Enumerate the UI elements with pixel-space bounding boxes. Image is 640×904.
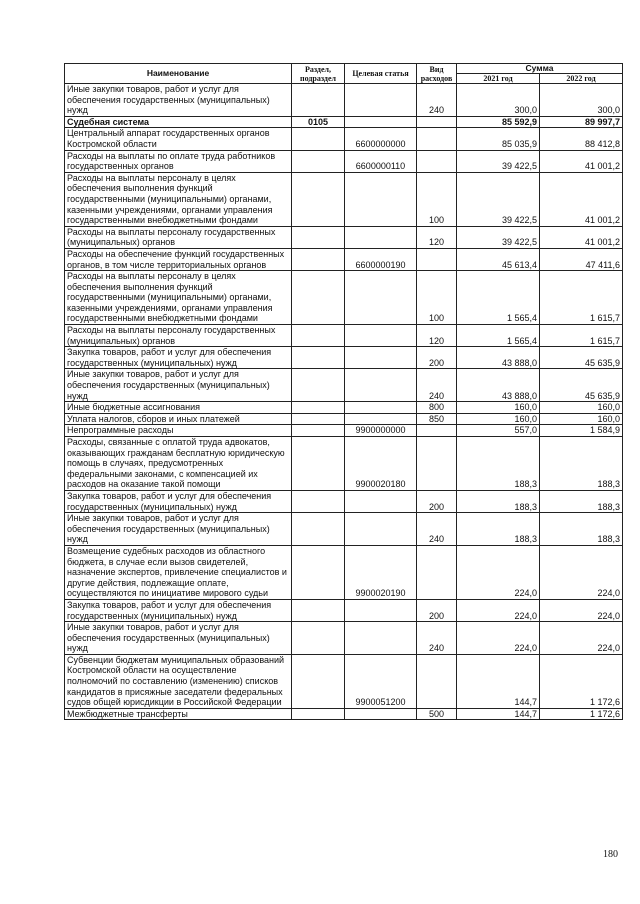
- cell-2021: 85 035,9: [457, 128, 540, 150]
- cell-section: 0105: [292, 116, 345, 128]
- cell-section: [292, 708, 345, 720]
- cell-2021: 39 422,5: [457, 226, 540, 248]
- cell-vid: [417, 150, 457, 172]
- cell-section: [292, 413, 345, 425]
- cell-article: [345, 413, 417, 425]
- cell-2021: 188,3: [457, 513, 540, 546]
- cell-vid: 800: [417, 402, 457, 414]
- cell-name: Непрограммные расходы: [65, 425, 292, 437]
- table-row: [65, 172, 623, 226]
- header-year-2022: 2022 год: [540, 74, 623, 84]
- cell-vid: 500: [417, 708, 457, 720]
- cell-article: 6600000190: [345, 248, 417, 270]
- cell-2022: 47 411,6: [540, 248, 623, 270]
- cell-name: Межбюджетные трансферты: [65, 708, 292, 720]
- cell-name: Расходы на обеспечение функций государственных органов, в том числе территориальных органов: [65, 248, 292, 270]
- table-row: [65, 248, 623, 270]
- cell-section: [292, 599, 345, 621]
- cell-article: [345, 708, 417, 720]
- cell-2022: 188,3: [540, 513, 623, 546]
- cell-article: [345, 172, 417, 226]
- table-row: [65, 84, 623, 117]
- cell-article: 6600000000: [345, 128, 417, 150]
- table-row: [65, 325, 623, 347]
- cell-article: [345, 325, 417, 347]
- cell-2021: 85 592,9: [457, 116, 540, 128]
- cell-section: [292, 347, 345, 369]
- cell-2022: 88 412,8: [540, 128, 623, 150]
- cell-article: 9900051200: [345, 654, 417, 708]
- cell-2022: 188,3: [540, 490, 623, 512]
- cell-article: [345, 271, 417, 325]
- cell-article: [345, 513, 417, 546]
- cell-2022: 160,0: [540, 413, 623, 425]
- cell-2021: 45 613,4: [457, 248, 540, 270]
- table-row: [65, 116, 623, 128]
- cell-2021: 39 422,5: [457, 150, 540, 172]
- cell-name: Судебная система: [65, 116, 292, 128]
- cell-2021: 557,0: [457, 425, 540, 437]
- cell-2022: 1 615,7: [540, 325, 623, 347]
- cell-2021: 144,7: [457, 654, 540, 708]
- cell-name: Иные закупки товаров, работ и услуг для обеспечения государственных (муниципальных) нужд: [65, 84, 292, 117]
- table-body: [65, 84, 623, 720]
- cell-2022: 224,0: [540, 599, 623, 621]
- cell-name: Субвенции бюджетам муниципальных образований Костромской области на осуществление полномочий по составлению (изменению) списков кандидатов в присяжные заседатели федеральных судов общей юрисдикции в Российской Федерации: [65, 654, 292, 708]
- cell-section: [292, 490, 345, 512]
- cell-vid: 200: [417, 599, 457, 621]
- table-row: [65, 369, 623, 402]
- cell-section: [292, 172, 345, 226]
- cell-article: [345, 622, 417, 655]
- cell-vid: [417, 128, 457, 150]
- cell-section: [292, 150, 345, 172]
- cell-2022: 224,0: [540, 622, 623, 655]
- table-row: [65, 513, 623, 546]
- cell-name: Расходы на выплаты персоналу государственных (муниципальных) органов: [65, 226, 292, 248]
- cell-name: Иные бюджетные ассигнования: [65, 402, 292, 414]
- cell-vid: [417, 116, 457, 128]
- cell-section: [292, 437, 345, 491]
- cell-section: [292, 545, 345, 599]
- cell-2021: 300,0: [457, 84, 540, 117]
- cell-section: [292, 325, 345, 347]
- budget-table: [64, 63, 623, 720]
- cell-2021: 1 565,4: [457, 271, 540, 325]
- cell-2021: 144,7: [457, 708, 540, 720]
- cell-vid: 850: [417, 413, 457, 425]
- table-row: [65, 402, 623, 414]
- table-row: [65, 150, 623, 172]
- cell-2021: 160,0: [457, 402, 540, 414]
- cell-vid: [417, 654, 457, 708]
- cell-name: Иные закупки товаров, работ и услуг для обеспечения государственных (муниципальных) нужд: [65, 369, 292, 402]
- cell-2022: 41 001,2: [540, 172, 623, 226]
- cell-name: Расходы на выплаты персоналу в целях обеспечения выполнения функций государственными (муниципальными) органами, казенными учреждениями, органами управления государственными внебюджетными фондами: [65, 271, 292, 325]
- cell-vid: [417, 248, 457, 270]
- cell-vid: [417, 425, 457, 437]
- cell-section: [292, 425, 345, 437]
- table-row: [65, 599, 623, 621]
- cell-article: [345, 84, 417, 117]
- table-row: [65, 490, 623, 512]
- cell-2022: 160,0: [540, 402, 623, 414]
- cell-section: [292, 84, 345, 117]
- cell-2021: 224,0: [457, 622, 540, 655]
- header-sum: Сумма: [457, 64, 623, 74]
- cell-2021: 1 565,4: [457, 325, 540, 347]
- cell-vid: 100: [417, 271, 457, 325]
- cell-name: Иные закупки товаров, работ и услуг для обеспечения государственных (муниципальных) нужд: [65, 513, 292, 546]
- header-article: Целевая статья: [345, 64, 417, 84]
- cell-2022: 1 584,9: [540, 425, 623, 437]
- cell-2022: 1 172,6: [540, 708, 623, 720]
- cell-2022: 45 635,9: [540, 347, 623, 369]
- cell-2021: 188,3: [457, 437, 540, 491]
- table-row: [65, 271, 623, 325]
- cell-2022: 1 172,6: [540, 654, 623, 708]
- cell-article: [345, 402, 417, 414]
- cell-article: [345, 226, 417, 248]
- cell-article: [345, 369, 417, 402]
- cell-vid: 100: [417, 172, 457, 226]
- table-row: [65, 413, 623, 425]
- header-section: Раздел, подраздел: [292, 64, 345, 84]
- cell-2022: 300,0: [540, 84, 623, 117]
- cell-section: [292, 248, 345, 270]
- page-number: 180: [603, 849, 618, 860]
- cell-name: Расходы, связанные с оплатой труда адвокатов, оказывающих гражданам бесплатную юридическую помощь в случаях, предусмотренных федеральными законами, с компенсацией их расходов на оказание такой помощи: [65, 437, 292, 491]
- cell-2022: 41 001,2: [540, 150, 623, 172]
- cell-article: [345, 599, 417, 621]
- table-row: [65, 437, 623, 491]
- cell-2022: 188,3: [540, 437, 623, 491]
- cell-name: Закупка товаров, работ и услуг для обеспечения государственных (муниципальных) нужд: [65, 490, 292, 512]
- cell-article: [345, 347, 417, 369]
- cell-2022: 89 997,7: [540, 116, 623, 128]
- cell-section: [292, 128, 345, 150]
- cell-vid: 120: [417, 226, 457, 248]
- cell-2021: 160,0: [457, 413, 540, 425]
- cell-2022: 45 635,9: [540, 369, 623, 402]
- cell-name: Возмещение судебных расходов из областного бюджета, в случае если вызов свидетелей, назначение экспертов, привлечение специалистов и другие действия, подлежащие оплате, осуществляются по инициативе мирового судьи: [65, 545, 292, 599]
- cell-vid: [417, 437, 457, 491]
- cell-name: Расходы на выплаты персоналу государственных (муниципальных) органов: [65, 325, 292, 347]
- table-row: [65, 226, 623, 248]
- cell-2021: 39 422,5: [457, 172, 540, 226]
- cell-article: 9900020180: [345, 437, 417, 491]
- cell-2021: 188,3: [457, 490, 540, 512]
- cell-section: [292, 226, 345, 248]
- cell-name: Уплата налогов, сборов и иных платежей: [65, 413, 292, 425]
- table-row: [65, 654, 623, 708]
- cell-2022: 224,0: [540, 545, 623, 599]
- cell-name: Расходы на выплаты персоналу в целях обеспечения выполнения функций государственными (муниципальными) органами, казенными учреждениями, органами управления государственными внебюджетными фондами: [65, 172, 292, 226]
- table-row: [65, 128, 623, 150]
- cell-2021: 224,0: [457, 545, 540, 599]
- table-row: [65, 545, 623, 599]
- header-vid: Вид расходов: [417, 64, 457, 84]
- table-row: [65, 425, 623, 437]
- cell-name: Иные закупки товаров, работ и услуг для обеспечения государственных (муниципальных) нужд: [65, 622, 292, 655]
- cell-article: [345, 490, 417, 512]
- table-header: [65, 64, 623, 84]
- cell-article: 6600000110: [345, 150, 417, 172]
- cell-vid: [417, 545, 457, 599]
- cell-section: [292, 271, 345, 325]
- table-row: [65, 347, 623, 369]
- cell-vid: 240: [417, 513, 457, 546]
- cell-name: Расходы на выплаты по оплате труда работников государственных органов: [65, 150, 292, 172]
- cell-vid: 240: [417, 622, 457, 655]
- cell-2022: 1 615,7: [540, 271, 623, 325]
- cell-vid: 120: [417, 325, 457, 347]
- cell-article: [345, 116, 417, 128]
- table-row: [65, 622, 623, 655]
- cell-section: [292, 513, 345, 546]
- cell-name: Закупка товаров, работ и услуг для обеспечения государственных (муниципальных) нужд: [65, 347, 292, 369]
- cell-2021: 43 888,0: [457, 347, 540, 369]
- cell-vid: 200: [417, 347, 457, 369]
- cell-vid: 200: [417, 490, 457, 512]
- cell-article: 9900020190: [345, 545, 417, 599]
- cell-section: [292, 402, 345, 414]
- cell-name: Закупка товаров, работ и услуг для обеспечения государственных (муниципальных) нужд: [65, 599, 292, 621]
- cell-vid: 240: [417, 84, 457, 117]
- cell-section: [292, 654, 345, 708]
- cell-2021: 43 888,0: [457, 369, 540, 402]
- cell-section: [292, 622, 345, 655]
- table-row: [65, 708, 623, 720]
- header-name: Наименование: [65, 64, 292, 84]
- cell-article: 9900000000: [345, 425, 417, 437]
- cell-2022: 41 001,2: [540, 226, 623, 248]
- cell-2021: 224,0: [457, 599, 540, 621]
- cell-vid: 240: [417, 369, 457, 402]
- cell-section: [292, 369, 345, 402]
- header-year-2021: 2021 год: [457, 74, 540, 84]
- cell-name: Центральный аппарат государственных органов Костромской области: [65, 128, 292, 150]
